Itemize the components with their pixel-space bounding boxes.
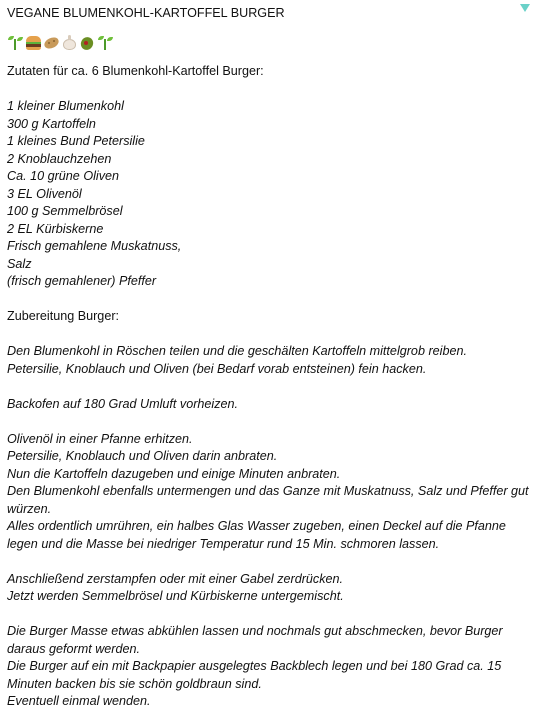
ingredient-item: 300 g Kartoffeln (7, 116, 96, 131)
ingredient-list (7, 98, 537, 291)
ingredient-item: 3 EL Olivenöl (7, 186, 82, 201)
recipe-title: VEGANE BLUMENKOHL-KARTOFFEL BURGER (7, 6, 285, 20)
ingredient-item: 2 EL Kürbiskerne (7, 221, 104, 236)
ingredient-item: 2 Knoblauchzehen (7, 151, 112, 166)
olive-icon (79, 34, 96, 51)
step-text: Alles ordentlich umrühren, ein halbes Glas Wasser zugeben, einen Deckel auf die Pfanne legen und die Masse bei niedriger Temperatur rund 15 Min. schmoren lassen. (7, 519, 506, 551)
seedling-icon (7, 34, 24, 51)
step-text: Petersilie, Knoblauch und Oliven (bei Bedarf vorab entsteinen) fein hacken. (7, 361, 427, 376)
ingredient-item: 1 kleines Bund Petersilie (7, 134, 145, 148)
ingredient-item: Frisch gemahlene Muskatnuss, (7, 239, 182, 253)
step-text: Jetzt werden Semmelbrösel und Kürbiskerne untergemischt. (7, 589, 344, 603)
ingredient-item: Ca. 10 grüne Oliven (7, 169, 120, 183)
ingredient-item: 100 g Semmelbrösel (7, 204, 123, 218)
seedling-icon (97, 34, 114, 51)
potato-icon (43, 34, 60, 51)
step-text: Eventuell einmal wenden. (7, 694, 151, 708)
preparation-steps (7, 343, 537, 711)
step-text: Backofen auf 180 Grad Umluft vorheizen. (7, 396, 239, 411)
step-text: Den Blumenkohl ebenfalls untermengen und das Ganze mit Muskatnuss, Salz und Pfeffer gut würzen. (7, 484, 529, 516)
step-text: Die Burger auf ein mit Backpapier ausgelegtes Backblech legen und bei 180 Grad ca. 15 Minuten backen bis sie schön goldbraun sind. (7, 659, 502, 691)
step-text: Anschließend zerstampfen oder mit einer Gabel zerdrücken. (7, 571, 343, 586)
ingredients-heading: Zutaten für ca. 6 Blumenkohl-Kartoffel Burger: (7, 64, 264, 78)
step-text: Die Burger Masse etwas abkühlen lassen und nochmals gut abschmecken, bevor Burger daraus geformt werden. (7, 624, 503, 656)
steps-heading: Zubereitung Burger: (7, 309, 120, 323)
garlic-icon (61, 34, 78, 51)
step-text: Nun die Kartoffeln dazugeben und einige Minuten anbraten. (7, 466, 341, 481)
emoji-row (7, 30, 537, 54)
recipe-document (7, 4, 537, 711)
burger-icon (25, 34, 42, 51)
step-text: Den Blumenkohl in Röschen teilen und die geschälten Kartoffeln mittelgrob reiben. (7, 344, 467, 358)
ingredient-item: 1 kleiner Blumenkohl (7, 99, 124, 113)
ingredient-item: (frisch gemahlener) Pfeffer (7, 274, 157, 288)
step-text: Olivenöl in einer Pfanne erhitzen. (7, 431, 193, 446)
ingredient-item: Salz (7, 256, 32, 271)
step-text: Petersilie, Knoblauch und Oliven darin anbraten. (7, 449, 278, 463)
